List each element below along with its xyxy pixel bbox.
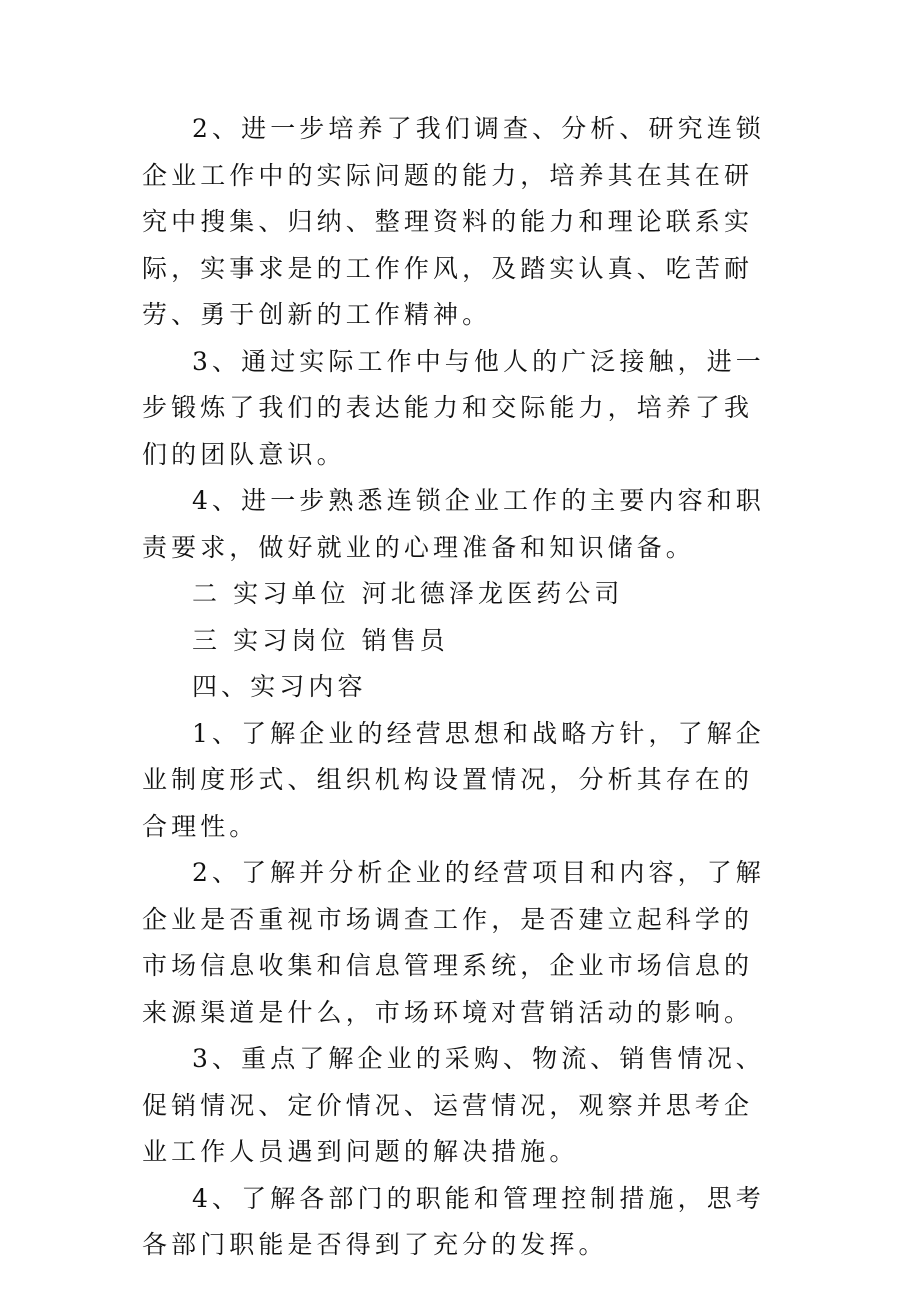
paragraph-content-4: 4、了解各部门的职能和管理控制措施，思考各部门职能是否得到了充分的发挥。 (142, 1183, 765, 1259)
section-internship-position: 三 实习岗位 销售员 (192, 625, 449, 655)
paragraph-content-3: 3、重点了解企业的采购、物流、销售情况、促销情况、定价情况、运营情况，观察并思考企业工作人员遇到问题的解决措施。 (142, 1044, 765, 1166)
section-internship-unit: 二 实习单位 河北德泽龙医药公司 (192, 579, 624, 608)
section-heading-internship-content: 四、实习内容 (192, 672, 367, 701)
paragraph-goal-2: 2、进一步培养了我们调查、分析、研究连锁企业工作中的实际问题的能力，培养其在其在研究中搜集、归纳、整理资料的能力和理论联系实际，实事求是的工作作风，及踏实认真、吃苦耐劳、勇于创新的工作精神。 (142, 114, 765, 329)
paragraph-goal-3: 3、通过实际工作中与他人的广泛接触，进一步锻炼了我们的表达能力和交际能力，培养了我们的团队意识。 (142, 346, 765, 469)
paragraph-content-1: 1、了解企业的经营思想和战略方针，了解企业制度形式、组织机构设置情况，分析其存在的合理性。 (142, 718, 765, 841)
paragraph-content-2: 2、了解并分析企业的经营项目和内容，了解企业是否重视市场调查工作，是否建立起科学的市场信息收集和信息管理系统，企业市场信息的来源渠道是什么，市场环境对营销活动的影响。 (142, 858, 765, 1027)
paragraph-goal-4: 4、进一步熟悉连锁企业工作的主要内容和职责要求，做好就业的心理准备和知识储备。 (142, 486, 765, 562)
document-body (142, 106, 782, 1269)
